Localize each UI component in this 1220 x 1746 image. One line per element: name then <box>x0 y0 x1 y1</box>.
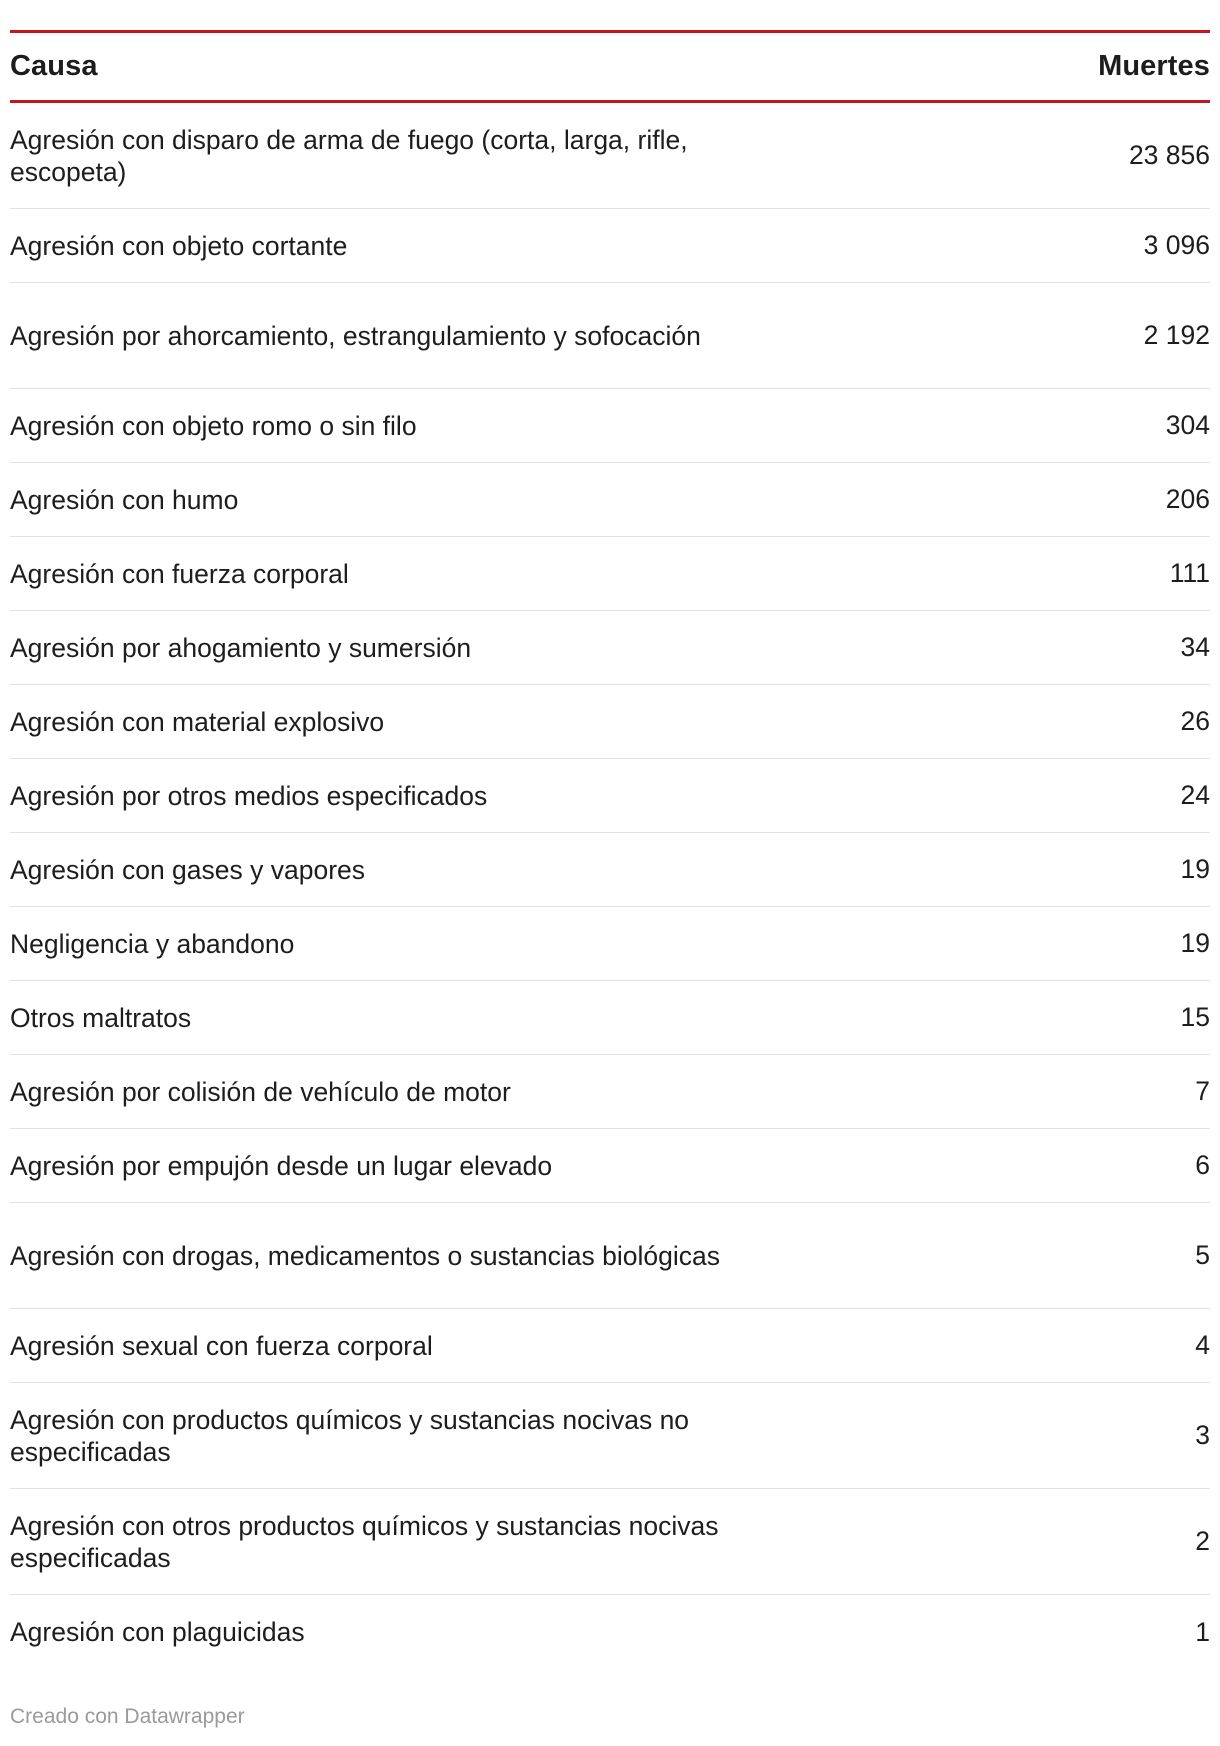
deaths-cell: 3 096 <box>1143 230 1210 260</box>
table-header <box>10 33 1210 103</box>
cause-cell: Agresión por otros medios especificados <box>10 780 488 811</box>
cause-cell: Agresión con disparo de arma de fuego (corta, larga, rifle, escopeta) <box>10 124 688 187</box>
deaths-cell: 1 <box>1195 1616 1210 1647</box>
datawrapper-credit[interactable]: Creado con Datawrapper <box>10 1705 245 1728</box>
deaths-cell: 6 <box>1195 1150 1210 1180</box>
table-row <box>10 537 1210 611</box>
table-row <box>10 833 1210 907</box>
cause-cell: Agresión con plaguicidas <box>10 1617 305 1647</box>
cause-cell: Agresión con drogas, medicamentos o sustancias biológicas <box>10 1240 721 1271</box>
deaths-cell: 4 <box>1195 1330 1210 1360</box>
cause-cell: Agresión con objeto romo o sin filo <box>10 410 417 441</box>
table-row <box>10 685 1210 759</box>
table-row <box>10 209 1210 283</box>
table-row <box>10 611 1210 685</box>
deaths-cell: 5 <box>1195 1240 1210 1270</box>
table-row <box>10 1055 1210 1129</box>
cause-cell: Agresión con fuerza corporal <box>10 558 349 589</box>
deaths-cell: 304 <box>1165 410 1210 440</box>
deaths-cell: 34 <box>1180 632 1210 662</box>
deaths-cell: 19 <box>1180 854 1210 884</box>
deaths-cell: 23 856 <box>1128 140 1210 170</box>
table-row <box>10 1595 1210 1669</box>
table-body <box>10 103 1210 1669</box>
table-row <box>10 1489 1210 1595</box>
table-row <box>10 981 1210 1055</box>
cause-cell: Negligencia y abandono <box>10 928 295 959</box>
cause-cell: Agresión por colisión de vehículo de motor <box>10 1076 511 1107</box>
table-row <box>10 389 1210 463</box>
deaths-cell: 2 <box>1195 1526 1210 1556</box>
cause-cell: Otros maltratos <box>10 1002 192 1033</box>
table-row <box>10 1203 1210 1309</box>
deaths-cell: 2 192 <box>1143 320 1210 350</box>
cause-cell: Agresión con objeto cortante <box>10 230 348 261</box>
deaths-cell: 24 <box>1180 780 1210 810</box>
table-row <box>10 1383 1210 1489</box>
cause-cell: Agresión con humo <box>10 484 239 515</box>
table-row <box>10 759 1210 833</box>
column-header-cause[interactable]: Causa <box>10 50 98 82</box>
deaths-cell: 26 <box>1180 706 1210 736</box>
table-row <box>10 1129 1210 1203</box>
table-row <box>10 907 1210 981</box>
deaths-cell: 15 <box>1180 1002 1210 1032</box>
table-row <box>10 283 1210 389</box>
cause-cell: Agresión con productos químicos y sustancias nocivas no especificadas <box>10 1404 690 1467</box>
deaths-cell: 111 <box>1169 558 1210 588</box>
deaths-cell: 3 <box>1195 1420 1210 1450</box>
cause-cell: Agresión con material explosivo <box>10 706 385 737</box>
deaths-cell: 7 <box>1195 1076 1210 1106</box>
deaths-cell: 206 <box>1165 484 1210 514</box>
table-row <box>10 463 1210 537</box>
table-row <box>10 1309 1210 1383</box>
table-row <box>10 103 1210 209</box>
cause-cell: Agresión por ahogamiento y sumersión <box>10 632 472 663</box>
cause-cell: Agresión por ahorcamiento, estrangulamiento y sofocación <box>10 320 701 351</box>
cause-cell: Agresión con gases y vapores <box>10 854 366 885</box>
deaths-cell: 19 <box>1180 928 1210 958</box>
data-table <box>10 30 1210 1669</box>
cause-cell: Agresión con otros productos químicos y sustancias nocivas especificadas <box>10 1510 719 1573</box>
cause-cell: Agresión por empujón desde un lugar elevado <box>10 1150 553 1181</box>
cause-cell: Agresión sexual con fuerza corporal <box>10 1330 433 1361</box>
column-header-deaths[interactable]: Muertes <box>1098 50 1210 82</box>
